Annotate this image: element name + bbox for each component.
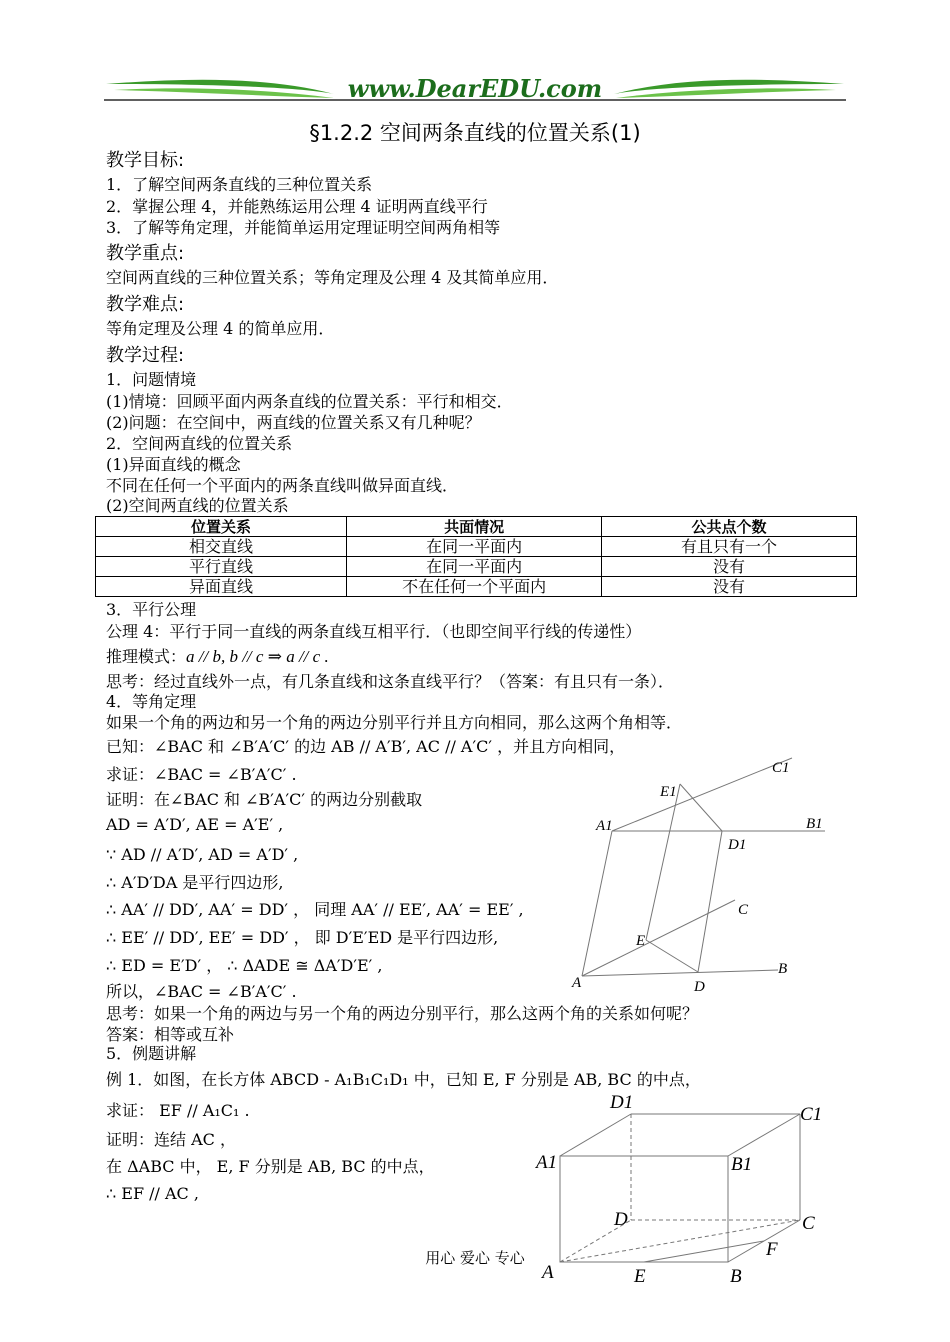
page-title: §1.2.2 空间两条直线的位置关系(1) [309,121,641,145]
label-D1: D1 [610,1092,634,1113]
table-header-row [96,517,857,537]
table-cell: 相交直线 [96,537,347,557]
process-line: (1)情境：回顾平面内两条直线的位置关系：平行和相交． [106,392,513,411]
label-D1: D1 [728,837,747,853]
example-heading: 5．例题讲解 [106,1044,197,1063]
label-A: A [542,1262,554,1283]
table-header: 公共点个数 [602,517,857,537]
table-cell: 在同一平面内 [347,537,602,557]
process-line: (1)异面直线的概念 [106,455,241,474]
key-text: 空间两直线的三种位置关系；等角定理及公理 4 及其简单应用． [106,268,559,287]
label-C: C [738,902,749,918]
proof-line: ∴ ED = E′D′ ， ∴ ΔADE ≅ ΔA′D′E′ , [106,956,383,975]
proof-line: ∴ AA′ // DD′, AA′ = DD′ ， 同理 AA′ // EE′, AA′ = EE′ , [106,900,524,919]
label-C1: C1 [772,760,790,776]
process-line: 1．问题情境 [106,370,197,389]
logo-text: www.DearEDU.com [347,74,603,103]
label-C: C [802,1213,815,1234]
label-E: E [636,933,646,949]
example-line: 证明：连结 AC ， [106,1130,236,1149]
example-line: 求证： EF // A₁C₁ . [106,1101,250,1120]
key-heading: 教学重点: [106,243,185,264]
axiom-heading: 3．平行公理 [106,600,197,619]
example-line: 例 1．如图，在长方体 ABCD - A₁B₁C₁D₁ 中，已知 E, F 分别是 AB, BC 的中点， [106,1070,701,1089]
proof-line: AD = A′D′, AE = A′E′ , [106,815,284,834]
process-line: (2)问题：在空间中，两直线的位置关系又有几种呢？ [106,413,481,432]
example-line: 在 ΔABC 中， E, F 分别是 AB, BC 的中点， [106,1157,435,1176]
example-line: ∴ EF // AC , [106,1184,199,1203]
table-cell: 不在任何一个平面内 [347,577,602,597]
theorem-answer: 答案：相等或互补 [106,1025,235,1044]
label-B1: B1 [806,816,823,832]
table-header: 位置关系 [96,517,347,537]
axiom-text: 公理 4：平行于同一直线的两条直线互相平行．（也即空间平行线的传递性） [106,622,642,641]
table-row [96,557,857,577]
table-cell: 平行直线 [96,557,347,577]
label-B: B [730,1266,742,1287]
table-cell: 没有 [602,557,857,577]
theorem-text: 如果一个角的两边和另一个角的两边分别平行并且方向相同，那么这两个角相等． [106,713,683,732]
label-E1: E1 [660,784,677,800]
axiom-mode [106,647,329,667]
table-header: 共面情况 [347,517,602,537]
label-D: D [614,1209,628,1230]
axiom-think: 思考：经过直线外一点，有几条直线和这条直线平行？（答案：有且只有一条）． [106,672,675,691]
header-logo [104,70,846,108]
difficulty-text: 等角定理及公理 4 的简单应用． [106,319,335,338]
goal-item: 3．了解等角定理，并能简单运用定理证明空间两角相等 [106,218,501,237]
goals-heading: 教学目标: [106,150,185,171]
relation-table [95,516,857,597]
axiom-mode-label: 推理模式： [106,647,187,666]
theorem-think: 思考：如果一个角的两边与另一个角的两边分别平行，那么这两个角的关系如何呢？ [106,1004,699,1023]
page-footer: 用心 爱心 专心 [425,1249,525,1267]
process-heading: 教学过程: [106,345,185,366]
goal-item: 1．了解空间两条直线的三种位置关系 [106,175,373,194]
axiom-mode-math: a // b, b // c ⇒ a // c . [186,647,329,666]
goal-item: 2．掌握公理 4，并能熟练运用公理 4 证明两直线平行 [106,197,488,216]
label-A: A [572,975,582,991]
proof-line: ∴ A′D′DA 是平行四边形, [106,873,284,892]
proof-line: ∴ EE′ // DD′, EE′ = DD′ ， 即 D′E′ED 是平行四边形, [106,928,499,947]
angle-theorem-figure [560,750,860,1000]
table-row [96,577,857,597]
difficulty-heading: 教学难点: [106,294,185,315]
table-cell: 有且只有一个 [602,537,857,557]
label-F: F [766,1239,778,1260]
table-cell: 没有 [602,577,857,597]
theorem-given: 已知：∠BAC 和 ∠B′A′C′ 的边 AB // A′B′, AC // A′C′ ，并且方向相同， [106,737,626,756]
process-line: (2)空间两直线的位置关系 [106,496,289,515]
proof-line: 所以，∠BAC = ∠B′A′C′ . [106,982,297,1001]
process-line: 2．空间两直线的位置关系 [106,434,293,453]
table-row [96,537,857,557]
label-A1: A1 [536,1152,558,1173]
label-E: E [634,1266,646,1287]
table-cell: 异面直线 [96,577,347,597]
proof-line: ∵ AD // A′D′, AD = A′D′ , [106,845,299,864]
proof-line: 证明：在∠BAC 和 ∠B′A′C′ 的两边分别截取 [106,790,423,809]
theorem-prove: 求证：∠BAC = ∠B′A′C′ . [106,765,297,784]
label-C1: C1 [800,1104,823,1125]
label-A1: A1 [596,818,613,834]
label-D: D [694,979,705,995]
theorem-heading: 4．等角定理 [106,692,197,711]
table-cell: 在同一平面内 [347,557,602,577]
label-B1: B1 [731,1154,753,1175]
process-line: 不同在任何一个平面内的两条直线叫做异面直线． [106,476,459,495]
label-B: B [778,961,788,977]
